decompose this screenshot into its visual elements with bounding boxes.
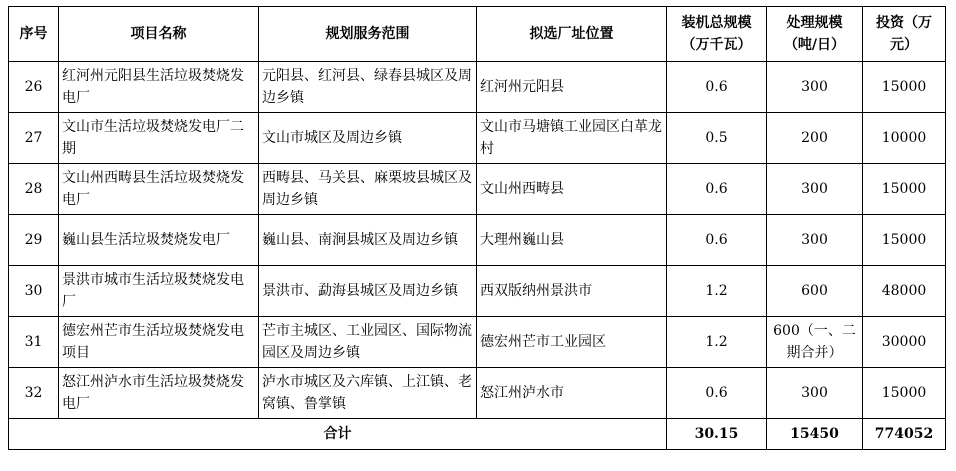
cell-index: 29 bbox=[9, 215, 59, 266]
cell-site-location: 文山市马塘镇工业园区白革龙村 bbox=[477, 113, 667, 164]
header-project-name: 项目名称 bbox=[59, 7, 259, 62]
cell-index: 26 bbox=[9, 62, 59, 113]
header-investment: 投资（万元） bbox=[863, 7, 946, 62]
cell-site-location: 德宏州芒市工业园区 bbox=[477, 317, 667, 368]
cell-index: 31 bbox=[9, 317, 59, 368]
cell-project-name: 文山州西畴县生活垃圾焚烧发电厂 bbox=[59, 164, 259, 215]
header-processing: 处理规模（吨/日） bbox=[767, 7, 863, 62]
cell-project-name: 巍山县生活垃圾焚烧发电厂 bbox=[59, 215, 259, 266]
cell-processing: 300 bbox=[767, 164, 863, 215]
cell-site-location: 怒江州泸水市 bbox=[477, 368, 667, 419]
table-row bbox=[9, 215, 946, 266]
cell-index: 30 bbox=[9, 266, 59, 317]
header-service-area: 规划服务范围 bbox=[259, 7, 477, 62]
cell-project-name: 怒江州泸水市生活垃圾焚烧发电厂 bbox=[59, 368, 259, 419]
cell-processing: 600（一、二期合并） bbox=[767, 317, 863, 368]
cell-service-area: 泸水市城区及六库镇、上江镇、老窝镇、鲁掌镇 bbox=[259, 368, 477, 419]
table-row bbox=[9, 164, 946, 215]
cell-capacity: 0.6 bbox=[667, 62, 767, 113]
table-row bbox=[9, 368, 946, 419]
cell-processing: 600 bbox=[767, 266, 863, 317]
cell-service-area: 巍山县、南涧县城区及周边乡镇 bbox=[259, 215, 477, 266]
cell-site-location: 大理州巍山县 bbox=[477, 215, 667, 266]
cell-index: 27 bbox=[9, 113, 59, 164]
cell-site-location: 西双版纳州景洪市 bbox=[477, 266, 667, 317]
total-label: 合计 bbox=[9, 419, 667, 450]
cell-project-name: 红河州元阳县生活垃圾焚烧发电厂 bbox=[59, 62, 259, 113]
cell-capacity: 0.5 bbox=[667, 113, 767, 164]
garbage-power-plant-table bbox=[8, 6, 946, 450]
cell-project-name: 德宏州芒市生活垃圾焚烧发电项目 bbox=[59, 317, 259, 368]
cell-service-area: 景洪市、勐海县城区及周边乡镇 bbox=[259, 266, 477, 317]
table-row bbox=[9, 62, 946, 113]
cell-service-area: 西畴县、马关县、麻栗坡县城区及周边乡镇 bbox=[259, 164, 477, 215]
cell-processing: 300 bbox=[767, 215, 863, 266]
cell-project-name: 景洪市城市生活垃圾焚烧发电厂 bbox=[59, 266, 259, 317]
total-row bbox=[9, 419, 946, 450]
header-capacity: 装机总规模（万千瓦） bbox=[667, 7, 767, 62]
cell-capacity: 0.6 bbox=[667, 368, 767, 419]
cell-investment: 15000 bbox=[863, 215, 946, 266]
total-investment: 774052 bbox=[863, 419, 946, 450]
table-row bbox=[9, 113, 946, 164]
cell-service-area: 元阳县、红河县、绿春县城区及周边乡镇 bbox=[259, 62, 477, 113]
cell-capacity: 0.6 bbox=[667, 215, 767, 266]
total-capacity: 30.15 bbox=[667, 419, 767, 450]
cell-service-area: 文山市城区及周边乡镇 bbox=[259, 113, 477, 164]
cell-service-area: 芒市主城区、工业园区、国际物流园区及周边乡镇 bbox=[259, 317, 477, 368]
header-index: 序号 bbox=[9, 7, 59, 62]
table-header-row bbox=[9, 7, 946, 62]
cell-investment: 15000 bbox=[863, 62, 946, 113]
total-processing: 15450 bbox=[767, 419, 863, 450]
cell-investment: 10000 bbox=[863, 113, 946, 164]
cell-index: 28 bbox=[9, 164, 59, 215]
table-wrapper bbox=[8, 6, 946, 450]
cell-processing: 300 bbox=[767, 368, 863, 419]
cell-processing: 200 bbox=[767, 113, 863, 164]
cell-site-location: 文山州西畴县 bbox=[477, 164, 667, 215]
cell-processing: 300 bbox=[767, 62, 863, 113]
cell-project-name: 文山市生活垃圾焚烧发电厂二期 bbox=[59, 113, 259, 164]
cell-capacity: 0.6 bbox=[667, 164, 767, 215]
table-row bbox=[9, 266, 946, 317]
cell-capacity: 1.2 bbox=[667, 266, 767, 317]
table-row bbox=[9, 317, 946, 368]
cell-investment: 48000 bbox=[863, 266, 946, 317]
cell-index: 32 bbox=[9, 368, 59, 419]
cell-capacity: 1.2 bbox=[667, 317, 767, 368]
cell-investment: 30000 bbox=[863, 317, 946, 368]
cell-investment: 15000 bbox=[863, 368, 946, 419]
cell-site-location: 红河州元阳县 bbox=[477, 62, 667, 113]
header-site-location: 拟选厂址位置 bbox=[477, 7, 667, 62]
cell-investment: 15000 bbox=[863, 164, 946, 215]
